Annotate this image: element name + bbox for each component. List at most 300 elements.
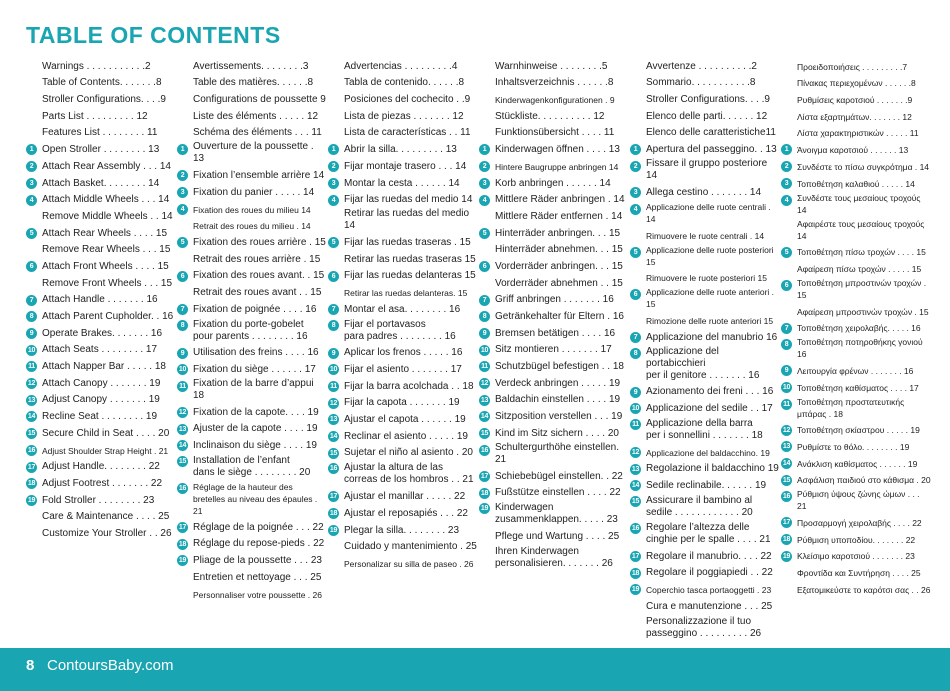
toc-entry[interactable] (479, 425, 629, 442)
toc-entry[interactable] (479, 501, 629, 528)
toc-entry-label: Apertura del passeggino. . 13 (646, 144, 777, 156)
toc-entry[interactable] (479, 392, 629, 409)
toc-entry[interactable] (630, 108, 780, 125)
toc-entry[interactable] (479, 275, 629, 292)
toc-column-de (479, 58, 629, 572)
toc-entry[interactable] (328, 75, 478, 92)
toc-entry[interactable] (781, 108, 931, 125)
toc-entry[interactable] (479, 375, 629, 392)
toc-entry[interactable] (781, 175, 931, 192)
toc-entry[interactable] (328, 91, 478, 108)
toc-entry-label: Abrir la silla. . . . . . . . . 13 (344, 144, 457, 156)
toc-column-fr (177, 58, 327, 603)
toc-entry[interactable] (177, 569, 327, 586)
toc-entry-label: Attach Middle Wheels . . . 14 (42, 194, 170, 206)
toc-entry-label: Montar el asa. . . . . . . . 16 (344, 303, 461, 315)
step-number-badge: 5 (26, 228, 37, 239)
toc-entry[interactable] (177, 108, 327, 125)
toc-entry[interactable] (26, 192, 176, 209)
toc-entry[interactable] (630, 184, 780, 201)
step-number-badge: 5 (177, 237, 188, 248)
toc-entry[interactable] (479, 158, 629, 175)
toc-entry-label: Installation de l’enfant dans le siège . . . . . . . . 20 (193, 455, 311, 479)
toc-entry[interactable] (328, 234, 478, 251)
toc-entry[interactable] (781, 277, 931, 303)
toc-entry-label: Ρυθμίσεις καροτσιού . . . . . . .9 (797, 95, 913, 106)
toc-entry[interactable] (328, 461, 478, 488)
toc-entry[interactable] (26, 459, 176, 476)
toc-entry[interactable] (26, 392, 176, 409)
toc-entry-label: Συνδέστε τους μεσαίους τροχούς 14 (797, 192, 921, 215)
toc-entry[interactable] (328, 428, 478, 445)
toc-entry-label: Kinderwagenkonfigurationen . 9 (495, 95, 615, 106)
toc-entry[interactable] (177, 167, 327, 184)
toc-entry-label: Applicazione del portabicchieri per il genitore . . . . . . . 16 (646, 345, 760, 381)
toc-entry[interactable] (177, 454, 327, 481)
toc-entry[interactable] (630, 581, 780, 598)
toc-entry-label: Utilisation des freins . . . . 16 (193, 347, 319, 359)
step-number-badge: 13 (27, 396, 36, 404)
toc-entry[interactable] (177, 437, 327, 454)
toc-entry-label: Regolazione il baldacchino 19 (646, 463, 779, 475)
toc-entry[interactable] (630, 477, 780, 494)
toc-entry-label: Fissare il gruppo posteriore 14 (646, 158, 768, 182)
toc-entry-label: Advertencias . . . . . . . . .4 (344, 60, 458, 72)
step-number-badge: 11 (26, 361, 37, 372)
step-number-badge: 4 (26, 195, 37, 206)
toc-entry-label: Plegar la silla. . . . . . . . 23 (344, 524, 460, 536)
toc-entry[interactable] (479, 528, 629, 545)
toc-entry[interactable] (781, 303, 931, 320)
step-number-badge: 10 (480, 346, 489, 354)
toc-entry[interactable] (26, 125, 176, 142)
toc-entry[interactable] (177, 284, 327, 301)
toc-entry[interactable] (630, 125, 780, 142)
toc-entry[interactable] (26, 358, 176, 375)
toc-entry[interactable] (328, 539, 478, 556)
toc-entry[interactable] (177, 301, 327, 318)
toc-entry-label: Elenco delle caratteristiche11 (646, 127, 776, 139)
toc-entry-label: Applicazione del baldacchino. 19 (646, 447, 770, 458)
step-number-badge: 13 (480, 396, 489, 404)
toc-entry[interactable] (177, 75, 327, 92)
toc-column-es (328, 58, 478, 572)
toc-entry[interactable] (26, 492, 176, 509)
toc-entry[interactable] (479, 91, 629, 108)
toc-entry[interactable] (781, 260, 931, 277)
toc-entry[interactable] (781, 438, 931, 455)
toc-entry-label: Προειδοποιήσεις . . . . . . . . .7 (797, 61, 908, 72)
toc-entry[interactable] (781, 564, 931, 581)
toc-entry[interactable] (26, 475, 176, 492)
toc-entry[interactable] (328, 522, 478, 539)
toc-entry-label: Retirar las ruedas del medio 14 (344, 208, 470, 232)
toc-entry[interactable] (479, 125, 629, 142)
toc-entry-label: Retrait des roues arrière . 15 (193, 253, 321, 265)
toc-entry[interactable] (328, 208, 478, 234)
step-number-badge: 6 (26, 261, 37, 272)
toc-entry[interactable] (328, 318, 478, 345)
step-number-badge: 16 (27, 446, 36, 454)
toc-entry[interactable] (781, 244, 931, 261)
toc-entry[interactable] (630, 91, 780, 108)
toc-entry[interactable] (328, 345, 478, 362)
toc-entry[interactable] (781, 488, 931, 514)
toc-entry[interactable] (781, 158, 931, 175)
toc-entry[interactable] (630, 158, 780, 184)
toc-entry-label: Azionamento dei freni . . . 16 (646, 386, 774, 398)
toc-entry[interactable] (781, 472, 931, 489)
toc-entry-label: Ajustar el reposapiés . . . 22 (344, 507, 468, 519)
step-number-badge: 3 (781, 178, 792, 189)
toc-entry-label: Τοποθέτηση καλαθιού . . . . . 14 (797, 178, 915, 189)
step-number-badge: 17 (631, 553, 640, 560)
toc-entry[interactable] (26, 225, 176, 242)
toc-entry[interactable] (479, 58, 629, 75)
toc-entry-label: Ασφάλιση παιδιού στο κάθισμα . 20 (797, 475, 931, 486)
step-number-badge: 19 (480, 505, 489, 513)
step-number-badge: 16 (329, 465, 338, 473)
toc-entry[interactable] (177, 481, 327, 519)
toc-entry[interactable] (479, 408, 629, 425)
step-number-badge: 5 (479, 228, 490, 239)
toc-entry[interactable] (781, 514, 931, 531)
toc-entry[interactable] (26, 108, 176, 125)
toc-entry[interactable] (479, 485, 629, 502)
toc-entry[interactable] (781, 396, 931, 422)
toc-entry[interactable] (781, 58, 931, 75)
toc-entry[interactable] (479, 358, 629, 375)
toc-entry[interactable] (26, 308, 176, 325)
toc-entry[interactable] (26, 75, 176, 92)
toc-entry-label: Fijar las ruedas del medio 14 (344, 194, 473, 206)
toc-entry-label: Ajuster de la capote . . . . 19 (193, 423, 318, 435)
site-link[interactable]: ContoursBaby.com (47, 657, 174, 674)
toc-entry[interactable] (26, 175, 176, 192)
toc-entry-label: Φροντίδα και Συντήρηση . . . . 25 (797, 568, 921, 579)
toc-entry-label: Allega cestino . . . . . . . 14 (646, 186, 762, 198)
toc-entry-label: Applicazione delle ruote centrali . 14 (646, 201, 771, 224)
step-number-badge: 2 (630, 161, 641, 172)
toc-entry[interactable] (630, 417, 780, 444)
toc-entry[interactable] (177, 586, 327, 603)
toc-entry[interactable] (630, 384, 780, 401)
toc-entry[interactable] (177, 552, 327, 569)
toc-entry[interactable] (630, 461, 780, 478)
toc-entry[interactable] (479, 325, 629, 342)
toc-entry-label: Kinderwagen zusammenklappen. . . . . 23 (495, 502, 618, 526)
toc-entry-label: Hinterräder anbringen. . . 15 (495, 227, 621, 239)
step-number-badge: 16 (631, 525, 640, 532)
toc-entry[interactable] (177, 234, 327, 251)
toc-entry[interactable] (177, 184, 327, 201)
toc-entry[interactable] (630, 312, 780, 329)
toc-entry[interactable] (26, 342, 176, 359)
step-number-badge: 11 (630, 419, 641, 430)
step-number-badge: 12 (480, 380, 489, 388)
toc-entry-label: Attach Parent Cupholder. . 16 (42, 311, 174, 322)
toc-entry[interactable] (328, 395, 478, 412)
toc-entry[interactable] (479, 208, 629, 225)
toc-entry-label: Adjust Shoulder Strap Height . 21 (42, 445, 169, 456)
toc-entry[interactable] (26, 91, 176, 108)
toc-entry[interactable] (26, 425, 176, 442)
toc-entry-label: Αφαίρεση μπροστινών τροχών . 15 (797, 306, 929, 317)
toc-column-en (26, 58, 176, 542)
toc-entry-label: Τοποθέτηση πίσω τροχών . . . . 15 (797, 247, 926, 258)
toc-entry[interactable] (630, 521, 780, 548)
toc-entry-label: Stroller Configurations. . . .9 (42, 94, 166, 106)
toc-entry[interactable] (781, 141, 931, 158)
toc-entry-label: Fixation des roues avant. . 15 (193, 270, 325, 282)
toc-entry[interactable] (177, 268, 327, 285)
step-number-badge: 10 (782, 383, 791, 391)
toc-entry[interactable] (630, 201, 780, 227)
toc-entry[interactable] (630, 58, 780, 75)
toc-entry[interactable] (177, 125, 327, 142)
toc-entry[interactable] (26, 292, 176, 309)
toc-entry[interactable] (479, 545, 629, 572)
toc-entry[interactable] (781, 379, 931, 396)
toc-entry[interactable] (26, 408, 176, 425)
toc-entry[interactable] (630, 400, 780, 417)
toc-entry[interactable] (328, 251, 478, 268)
toc-entry[interactable] (328, 141, 478, 158)
toc-entry-label: Regolare l’altezza delle cinghie per le spalle . . . . 21 (646, 522, 771, 545)
step-number-badge: 15 (631, 498, 640, 505)
step-number-badge: 18 (782, 536, 791, 544)
toc-entry[interactable] (26, 208, 176, 225)
toc-entry[interactable] (177, 58, 327, 75)
step-number-badge: 12 (27, 380, 36, 388)
step-number-badge: 7 (177, 304, 188, 315)
toc-entry[interactable] (328, 361, 478, 378)
toc-entry[interactable] (479, 342, 629, 359)
toc-entry-label: Réglage de la poignée . . . 22 (193, 521, 324, 533)
toc-entry[interactable] (781, 422, 931, 439)
toc-entry[interactable] (630, 286, 780, 312)
step-number-badge: 18 (178, 540, 187, 548)
toc-entry[interactable] (781, 320, 931, 337)
toc-entry-label: Stroller Configurations. . . .9 (646, 94, 770, 106)
toc-entry-label: Mittlere Räder entfernen . 14 (495, 210, 623, 222)
toc-entry[interactable] (177, 536, 327, 553)
toc-entry[interactable] (177, 318, 327, 345)
toc-entry-label: Τοποθέτηση καθίσματος . . . . 17 (797, 382, 919, 393)
toc-entry[interactable] (781, 548, 931, 565)
toc-entry-label: Personnaliser votre poussette . 26 (193, 589, 322, 600)
step-number-badge: 1 (328, 144, 339, 155)
toc-entry-label: Lista de características . . 11 (344, 127, 471, 139)
toc-entry-label: Regolare il manubrio. . . . 22 (646, 550, 772, 562)
toc-entry[interactable] (479, 75, 629, 92)
step-number-badge: 17 (178, 524, 187, 532)
toc-entry-label: Funktionsübersicht . . . . 11 (495, 127, 615, 139)
toc-entry[interactable] (781, 531, 931, 548)
toc-entry-label: Remove Front Wheels . . . 15 (42, 277, 173, 289)
toc-entry[interactable] (177, 141, 327, 167)
step-number-badge: 18 (329, 510, 338, 518)
toc-entry[interactable] (328, 175, 478, 192)
toc-entry[interactable] (630, 329, 780, 346)
toc-entry[interactable] (328, 301, 478, 318)
step-number-badge: 14 (480, 413, 489, 421)
toc-entry[interactable] (177, 218, 327, 235)
toc-entry[interactable] (26, 375, 176, 392)
toc-entry[interactable] (479, 292, 629, 309)
toc-entry[interactable] (177, 378, 327, 404)
toc-entry-label: Features List . . . . . . . . 11 (42, 127, 158, 139)
toc-entry-label: Elenco delle parti. . . . . . 12 (646, 110, 768, 122)
toc-entry-label: Montar la cesta . . . . . . 14 (344, 177, 460, 189)
toc-entry[interactable] (26, 141, 176, 158)
toc-entry-label: Τοποθέτηση χειρολαβής. . . . . 16 (797, 323, 921, 334)
toc-entry-label: Lista de piezas . . . . . . . 12 (344, 110, 464, 122)
toc-entry-label: Pliage de la poussette . . . 23 (193, 555, 322, 567)
toc-entry[interactable] (630, 270, 780, 287)
toc-entry[interactable] (630, 141, 780, 158)
step-number-badge: 15 (782, 476, 791, 484)
toc-entry[interactable] (781, 362, 931, 379)
toc-entry[interactable] (177, 404, 327, 421)
toc-entry[interactable] (630, 444, 780, 461)
toc-entry-label: Réglage de la hauteur des bretelles au niveau des épaules . 21 (193, 482, 318, 517)
toc-entry[interactable] (26, 509, 176, 526)
toc-entry[interactable] (630, 548, 780, 565)
toc-entry-label: Συνδέστε το πίσω συγκρότημα . 14 (797, 161, 930, 172)
step-number-badge: 6 (630, 289, 641, 300)
toc-entry[interactable] (781, 91, 931, 108)
step-number-badge: 19 (178, 557, 187, 565)
step-number-badge: 17 (480, 472, 489, 480)
toc-entry-label: Applicazione delle ruote anteriori . 15 (646, 287, 775, 310)
step-number-badge: 19 (631, 586, 640, 594)
toc-entry[interactable] (26, 158, 176, 175)
toc-entry[interactable] (328, 192, 478, 209)
toc-entry[interactable] (630, 565, 780, 582)
toc-entry-label: Applicazione della barra per i sonnellini . . . . . . . 18 (646, 417, 763, 441)
toc-entry-label: Τοποθέτηση ποτηροθήκης γονιού 16 (797, 337, 923, 360)
toc-entry[interactable] (630, 615, 780, 642)
toc-entry-label: Applicazione del manubrio 16 (646, 331, 778, 343)
toc-entry[interactable] (177, 251, 327, 268)
toc-entry[interactable] (781, 336, 931, 362)
toc-entry-label: Τοποθέτηση μπροστινών τροχών . 15 (797, 277, 927, 300)
toc-entry[interactable] (630, 227, 780, 244)
toc-entry[interactable] (781, 192, 931, 218)
toc-entry-label: Fixation de la capote. . . . 19 (193, 406, 319, 418)
toc-entry-label: Schiebebügel einstellen. . 22 (495, 470, 623, 482)
toc-entry[interactable] (328, 555, 478, 572)
toc-entry[interactable] (26, 58, 176, 75)
toc-entry-label: Korb anbringen . . . . . . 14 (495, 177, 611, 189)
toc-entry[interactable] (781, 455, 931, 472)
toc-entry-label: Verdeck anbringen . . . . . 19 (495, 377, 621, 389)
step-number-badge: 2 (177, 170, 188, 181)
toc-entry[interactable] (26, 325, 176, 342)
toc-entry-label: Schutzbügel befestigen . . 18 (495, 361, 624, 373)
toc-entry[interactable] (26, 525, 176, 542)
toc-entry[interactable] (177, 345, 327, 362)
page-number: 8 (26, 657, 35, 674)
toc-entry[interactable] (177, 519, 327, 536)
toc-entry[interactable] (479, 258, 629, 275)
toc-entry-label: Griff anbringen . . . . . . . 16 (495, 294, 614, 306)
toc-entry[interactable] (781, 581, 931, 598)
step-number-badge: 11 (177, 381, 188, 392)
toc-entry[interactable] (177, 201, 327, 218)
toc-entry[interactable] (177, 421, 327, 438)
toc-entry[interactable] (328, 58, 478, 75)
toc-entry[interactable] (328, 125, 478, 142)
toc-entry-label: Coperchio tasca portaoggetti . 23 (646, 585, 772, 596)
toc-entry[interactable] (177, 91, 327, 108)
toc-entry-label: Recline Seat . . . . . . . . 19 (42, 411, 158, 423)
toc-entry[interactable] (26, 442, 176, 459)
toc-entry-label: Applicazione del sedile . . 17 (646, 402, 773, 414)
toc-entry-label: Fixation des roues du milieu 14 (193, 204, 311, 215)
toc-entry[interactable] (479, 141, 629, 158)
toc-entry-label: Retrait des roues avant . . 15 (193, 286, 322, 298)
step-number-badge: 13 (178, 425, 187, 433)
toc-entry[interactable] (479, 442, 629, 468)
toc-entry[interactable] (781, 75, 931, 92)
toc-entry[interactable] (328, 445, 478, 462)
step-number-badge: 14 (631, 482, 640, 490)
toc-entry[interactable] (328, 411, 478, 428)
step-number-badge: 1 (177, 144, 188, 155)
toc-entry[interactable] (479, 242, 629, 259)
toc-entry[interactable] (26, 258, 176, 275)
toc-entry-label: Rimuovere le ruote centrali . 14 (646, 230, 765, 241)
toc-entry[interactable] (479, 308, 629, 325)
toc-entry[interactable] (328, 488, 478, 505)
toc-entry[interactable] (781, 125, 931, 142)
toc-entry-label: Aplicar los frenos . . . . . 16 (344, 347, 463, 359)
step-number-badge: 10 (631, 405, 640, 413)
toc-entry[interactable] (630, 598, 780, 615)
toc-entry[interactable] (328, 268, 478, 285)
toc-entry[interactable] (328, 158, 478, 175)
toc-entry[interactable] (630, 244, 780, 270)
step-number-badge: 3 (630, 187, 641, 198)
toc-entry-label: Attach Rear Wheels . . . . 15 (42, 227, 168, 239)
toc-entry[interactable] (26, 275, 176, 292)
step-number-badge: 10 (27, 346, 36, 354)
step-number-badge: 19 (329, 526, 338, 534)
toc-entry[interactable] (479, 192, 629, 209)
toc-entry[interactable] (630, 75, 780, 92)
toc-entry[interactable] (479, 225, 629, 242)
toc-entry[interactable] (630, 494, 780, 521)
toc-entry[interactable] (328, 108, 478, 125)
toc-entry[interactable] (328, 284, 478, 301)
toc-entry[interactable] (781, 218, 931, 244)
toc-entry-label: Attach Canopy . . . . . . . 19 (42, 377, 161, 389)
toc-entry[interactable] (479, 468, 629, 485)
toc-entry-label: Inhaltsverzeichnis . . . . . .8 (495, 77, 614, 89)
toc-entry[interactable] (328, 505, 478, 522)
toc-entry[interactable] (479, 175, 629, 192)
toc-entry[interactable] (479, 108, 629, 125)
toc-entry[interactable] (26, 242, 176, 259)
toc-entry[interactable] (630, 346, 780, 384)
step-number-badge: 18 (480, 489, 489, 497)
step-number-badge: 2 (781, 161, 792, 172)
toc-entry[interactable] (177, 361, 327, 378)
toc-entry-label: Ρύθμιση ύψους ζώνης ώμων . . . 21 (797, 489, 920, 512)
toc-entry[interactable] (328, 378, 478, 395)
